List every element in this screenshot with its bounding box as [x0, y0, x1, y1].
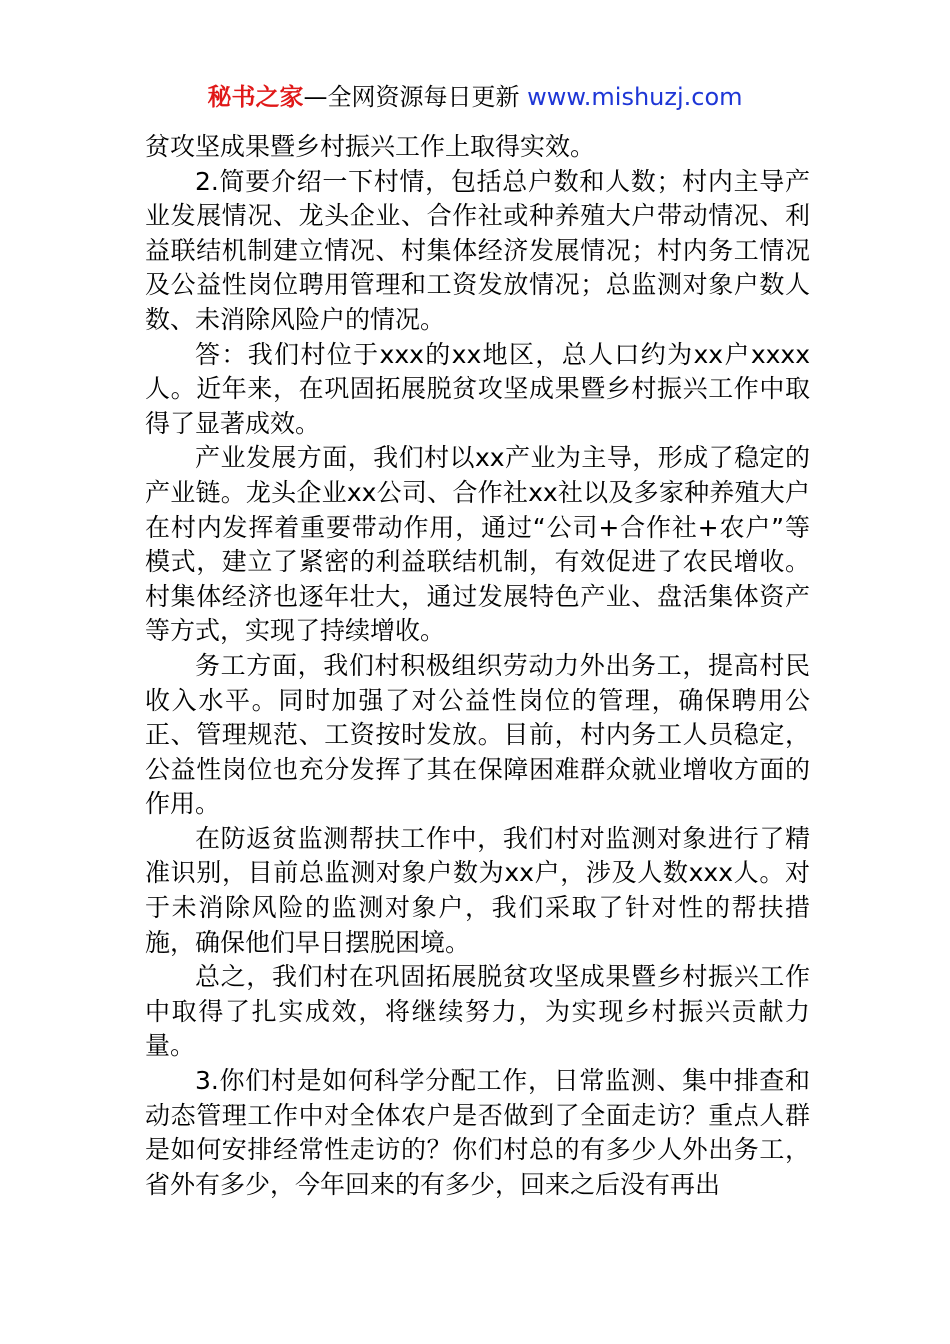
paragraph-continuation: 贫攻坚成果暨乡村振兴工作上取得实效。: [145, 132, 596, 161]
paragraph-employment: 务工方面，我们村积极组织劳动力外出务工，提高村民收入水平。同时加强了对公益性岗位的管理，确保聘用公正、管理规范、工资按时发放。目前，村内务工人员稳定，公益性岗位也充分发挥了其在保障困难群众就业增收方面的作用。: [145, 650, 810, 819]
site-tagline: —全网资源每日更新: [303, 83, 520, 111]
paragraph-answer-intro: 答：我们村位于xxx的xx地区，总人口约为xx户xxxx人。近年来，在巩固拓展脱贫攻坚成果暨乡村振兴工作中取得了显著成效。: [145, 339, 810, 438]
site-brand: 秘书之家: [207, 83, 304, 111]
paragraph-monitoring: 在防返贫监测帮扶工作中，我们村对监测对象进行了精准识别，目前总监测对象户数为xx户，涉及人数xxx人。对于未消除风险的监测对象户，我们采取了针对性的帮扶措施，确保他们早日摆脱困境。: [145, 823, 810, 957]
document-body: [145, 130, 810, 1202]
paragraph-question-3: 3.你们村是如何科学分配工作，日常监测、集中排查和动态管理工作中对全体农户是否做到了全面走访？重点人群是如何安排经常性走访的？你们村总的有多少人外出务工，省外有多少，今年回来的有多少，回来之后没有再出: [145, 1066, 810, 1199]
paragraph-summary: 总之，我们村在巩固拓展脱贫攻坚成果暨乡村振兴工作中取得了扎实成效，将继续努力，为实现乡村振兴贡献力量。: [145, 962, 810, 1061]
site-header: [0, 80, 950, 114]
site-url-link[interactable]: www.mishuzj.com: [527, 83, 743, 111]
paragraph-question-2: 2.简要介绍一下村情，包括总户数和人数；村内主导产业发展情况、龙头企业、合作社或种养殖大户带动情况、利益联结机制建立情况、村集体经济发展情况；村内务工情况及公益性岗位聘用管理和工资发放情况；总监测对象户数人数、未消除风险户的情况。: [145, 166, 810, 334]
paragraph-industry: 产业发展方面，我们村以xx产业为主导，形成了稳定的产业链。龙头企业xx公司、合作社xx社以及多家种养殖大户在村内发挥着重要带动作用，通过“公司+合作社+农户”等模式，建立了紧密的利益联结机制，有效促进了农民增收。村集体经济也逐年壮大，通过发展特色产业、盘活集体资产等方式，实现了持续增收。: [145, 443, 810, 646]
